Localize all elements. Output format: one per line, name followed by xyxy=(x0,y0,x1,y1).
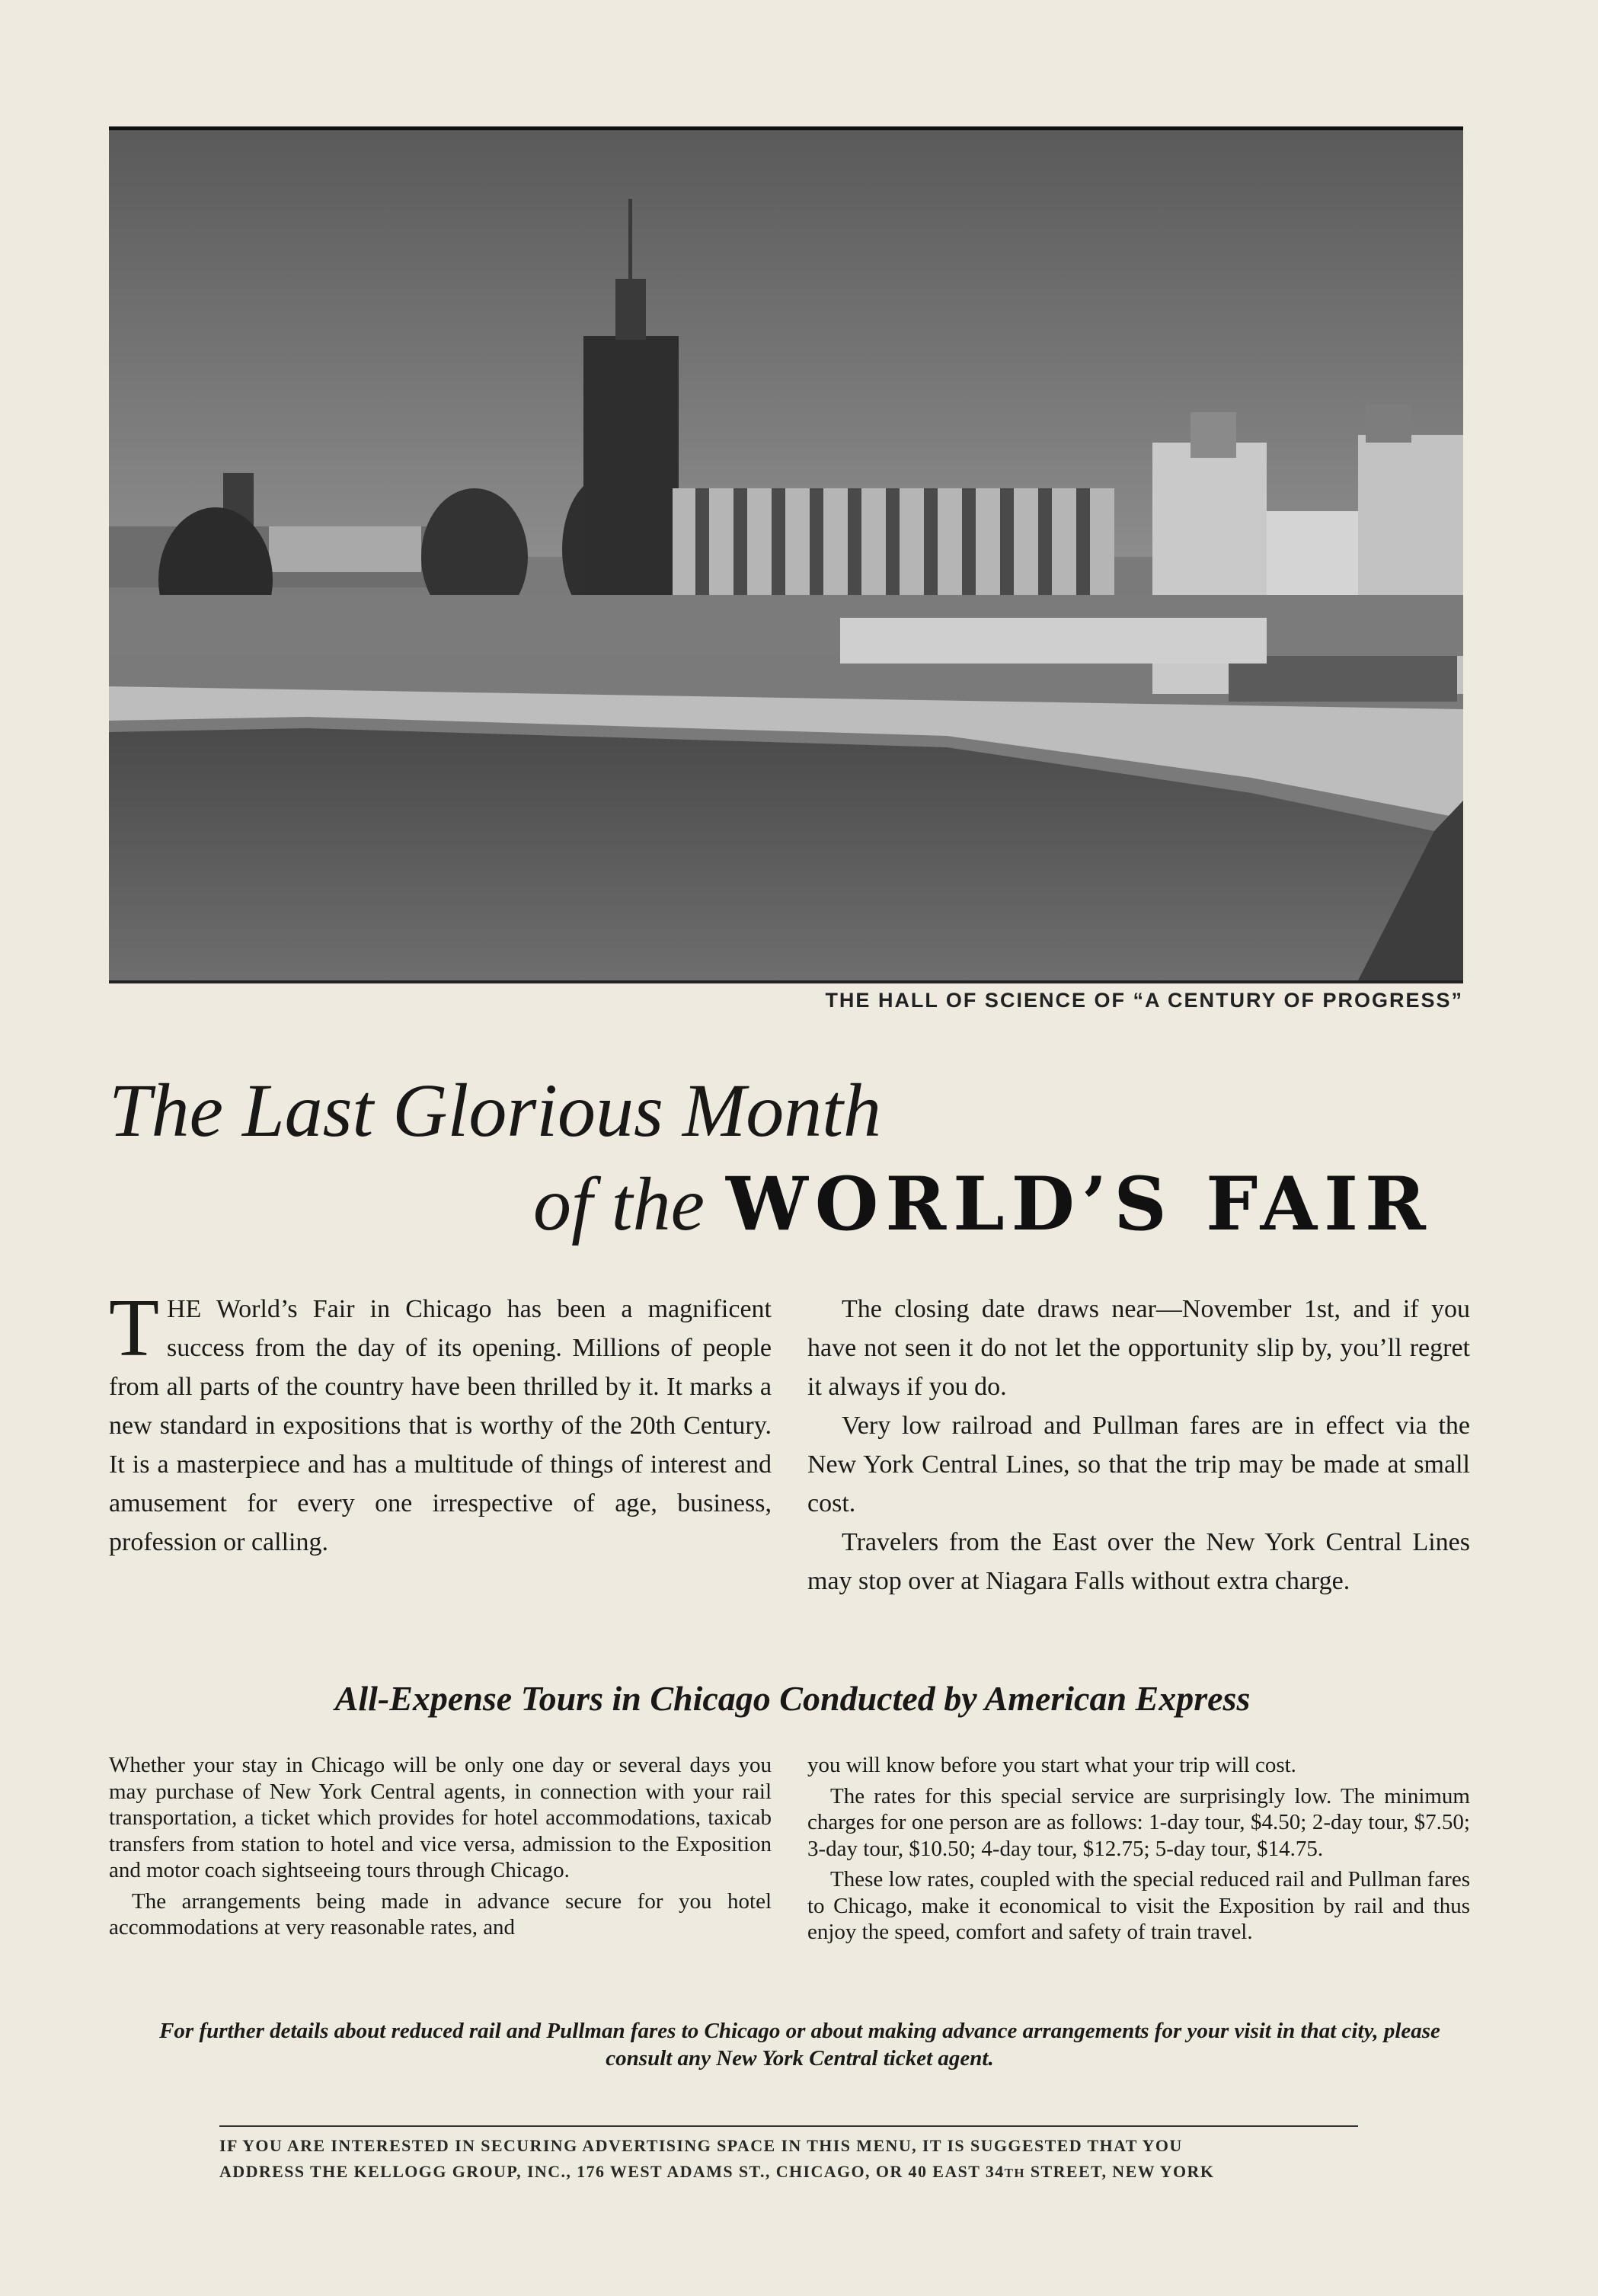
headline-line-2 xyxy=(533,1161,1478,1247)
intro-right-paragraph: The closing date draws near—November 1st, and if you have not seen it do not let the opportunity slip by, you’ll regret it always if you do. xyxy=(807,1295,1470,1401)
intro-left-text: HE World’s Fair in Chicago has been a magnificent success from the day of its opening. Millions of people from all parts of the country have been thrilled by it. It marks a new standard in expositions that is worthy of the 20th Century. It is a masterpiece and has a multitude of things of interest and amusement for every one irrespective of age, business, profession or calling. xyxy=(109,1295,772,1556)
photo-illustration xyxy=(109,130,1463,980)
headline-of-the: of the xyxy=(533,1162,705,1246)
advertising-note xyxy=(219,2133,1358,2186)
tours-paragraph: These low rates, coupled with the special reduced rail and Pullman fares to Chicago, make it economical to visit the Exposition by rail and thus enjoy the speed, comfort and safety of train travel. xyxy=(807,1867,1470,1944)
tours-paragraph: Whether your stay in Chicago will be only one day or several days you may purchase of New York Central agents, in connection with your rail transportation, a ticket which provides for hotel accommodations, taxicab transfers from station to hotel and vice versa, admission to the Exposition and motor coach sightseeing tours through Chicago. xyxy=(109,1753,772,1882)
advertising-line-2-a: ADDRESS THE KELLOGG GROUP, INC., 176 WEST ADAMS ST., CHICAGO, OR 40 EAST 34 xyxy=(219,2162,1005,2181)
tours-paragraph: you will know before you start what your trip will cost. xyxy=(807,1753,1296,1777)
advertising-line-2 xyxy=(219,2159,1358,2186)
headline-worlds-fair: WORLD’S FAIR xyxy=(725,1161,1433,1247)
tours-right-column xyxy=(807,1752,1470,1950)
tours-left-column xyxy=(109,1752,772,1946)
intro-left-paragraph xyxy=(109,1283,772,1562)
intro-right-paragraph: Travelers from the East over the New York Central Lines may stop over at Niagara Falls without extra charge. xyxy=(807,1528,1470,1595)
intro-right-paragraph: Very low railroad and Pullman fares are in effect via the New York Central Lines, so that the trip may be made at small cost. xyxy=(807,1412,1470,1517)
headline-line-1: The Last Glorious Month xyxy=(109,1068,882,1153)
tours-heading: All-Expense Tours in Chicago Conducted by American Express xyxy=(334,1679,1251,1718)
photo-caption: THE HALL OF SCIENCE OF “A CENTURY OF PROGRESS” xyxy=(825,989,1463,1012)
hall-of-science-photo xyxy=(109,126,1463,983)
advertising-line-1: IF YOU ARE INTERESTED IN SECURING ADVERTISING SPACE IN THIS MENU, IT IS SUGGESTED THAT YOU xyxy=(219,2136,1183,2155)
tours-paragraph: The rates for this special service are surprisingly low. The minimum charges for one person are as follows: 1-day tour, $4.50; 2-day tour, $7.50; 3-day tour, $10.50; 4-day tour, $12.75; 5-day tour, $14.75. xyxy=(807,1783,1470,1861)
further-details-note: For further details about reduced rail and Pullman fares to Chicago or about making advance arrangements for your visit in that city, please consult any New York Central ticket agent. xyxy=(159,2019,1440,2071)
intro-right-column xyxy=(807,1290,1470,1600)
tours-paragraph: The arrangements being made in advance secure for you hotel accommodations at very reasonable rates, and xyxy=(109,1888,772,1939)
drop-cap: T xyxy=(109,1283,159,1373)
advertising-line-2-sup: TH xyxy=(1004,2166,1026,2180)
intro-left-column xyxy=(109,1283,772,1562)
advertising-divider xyxy=(219,2125,1358,2127)
advertising-line-2-b: STREET, NEW YORK xyxy=(1025,2162,1215,2181)
